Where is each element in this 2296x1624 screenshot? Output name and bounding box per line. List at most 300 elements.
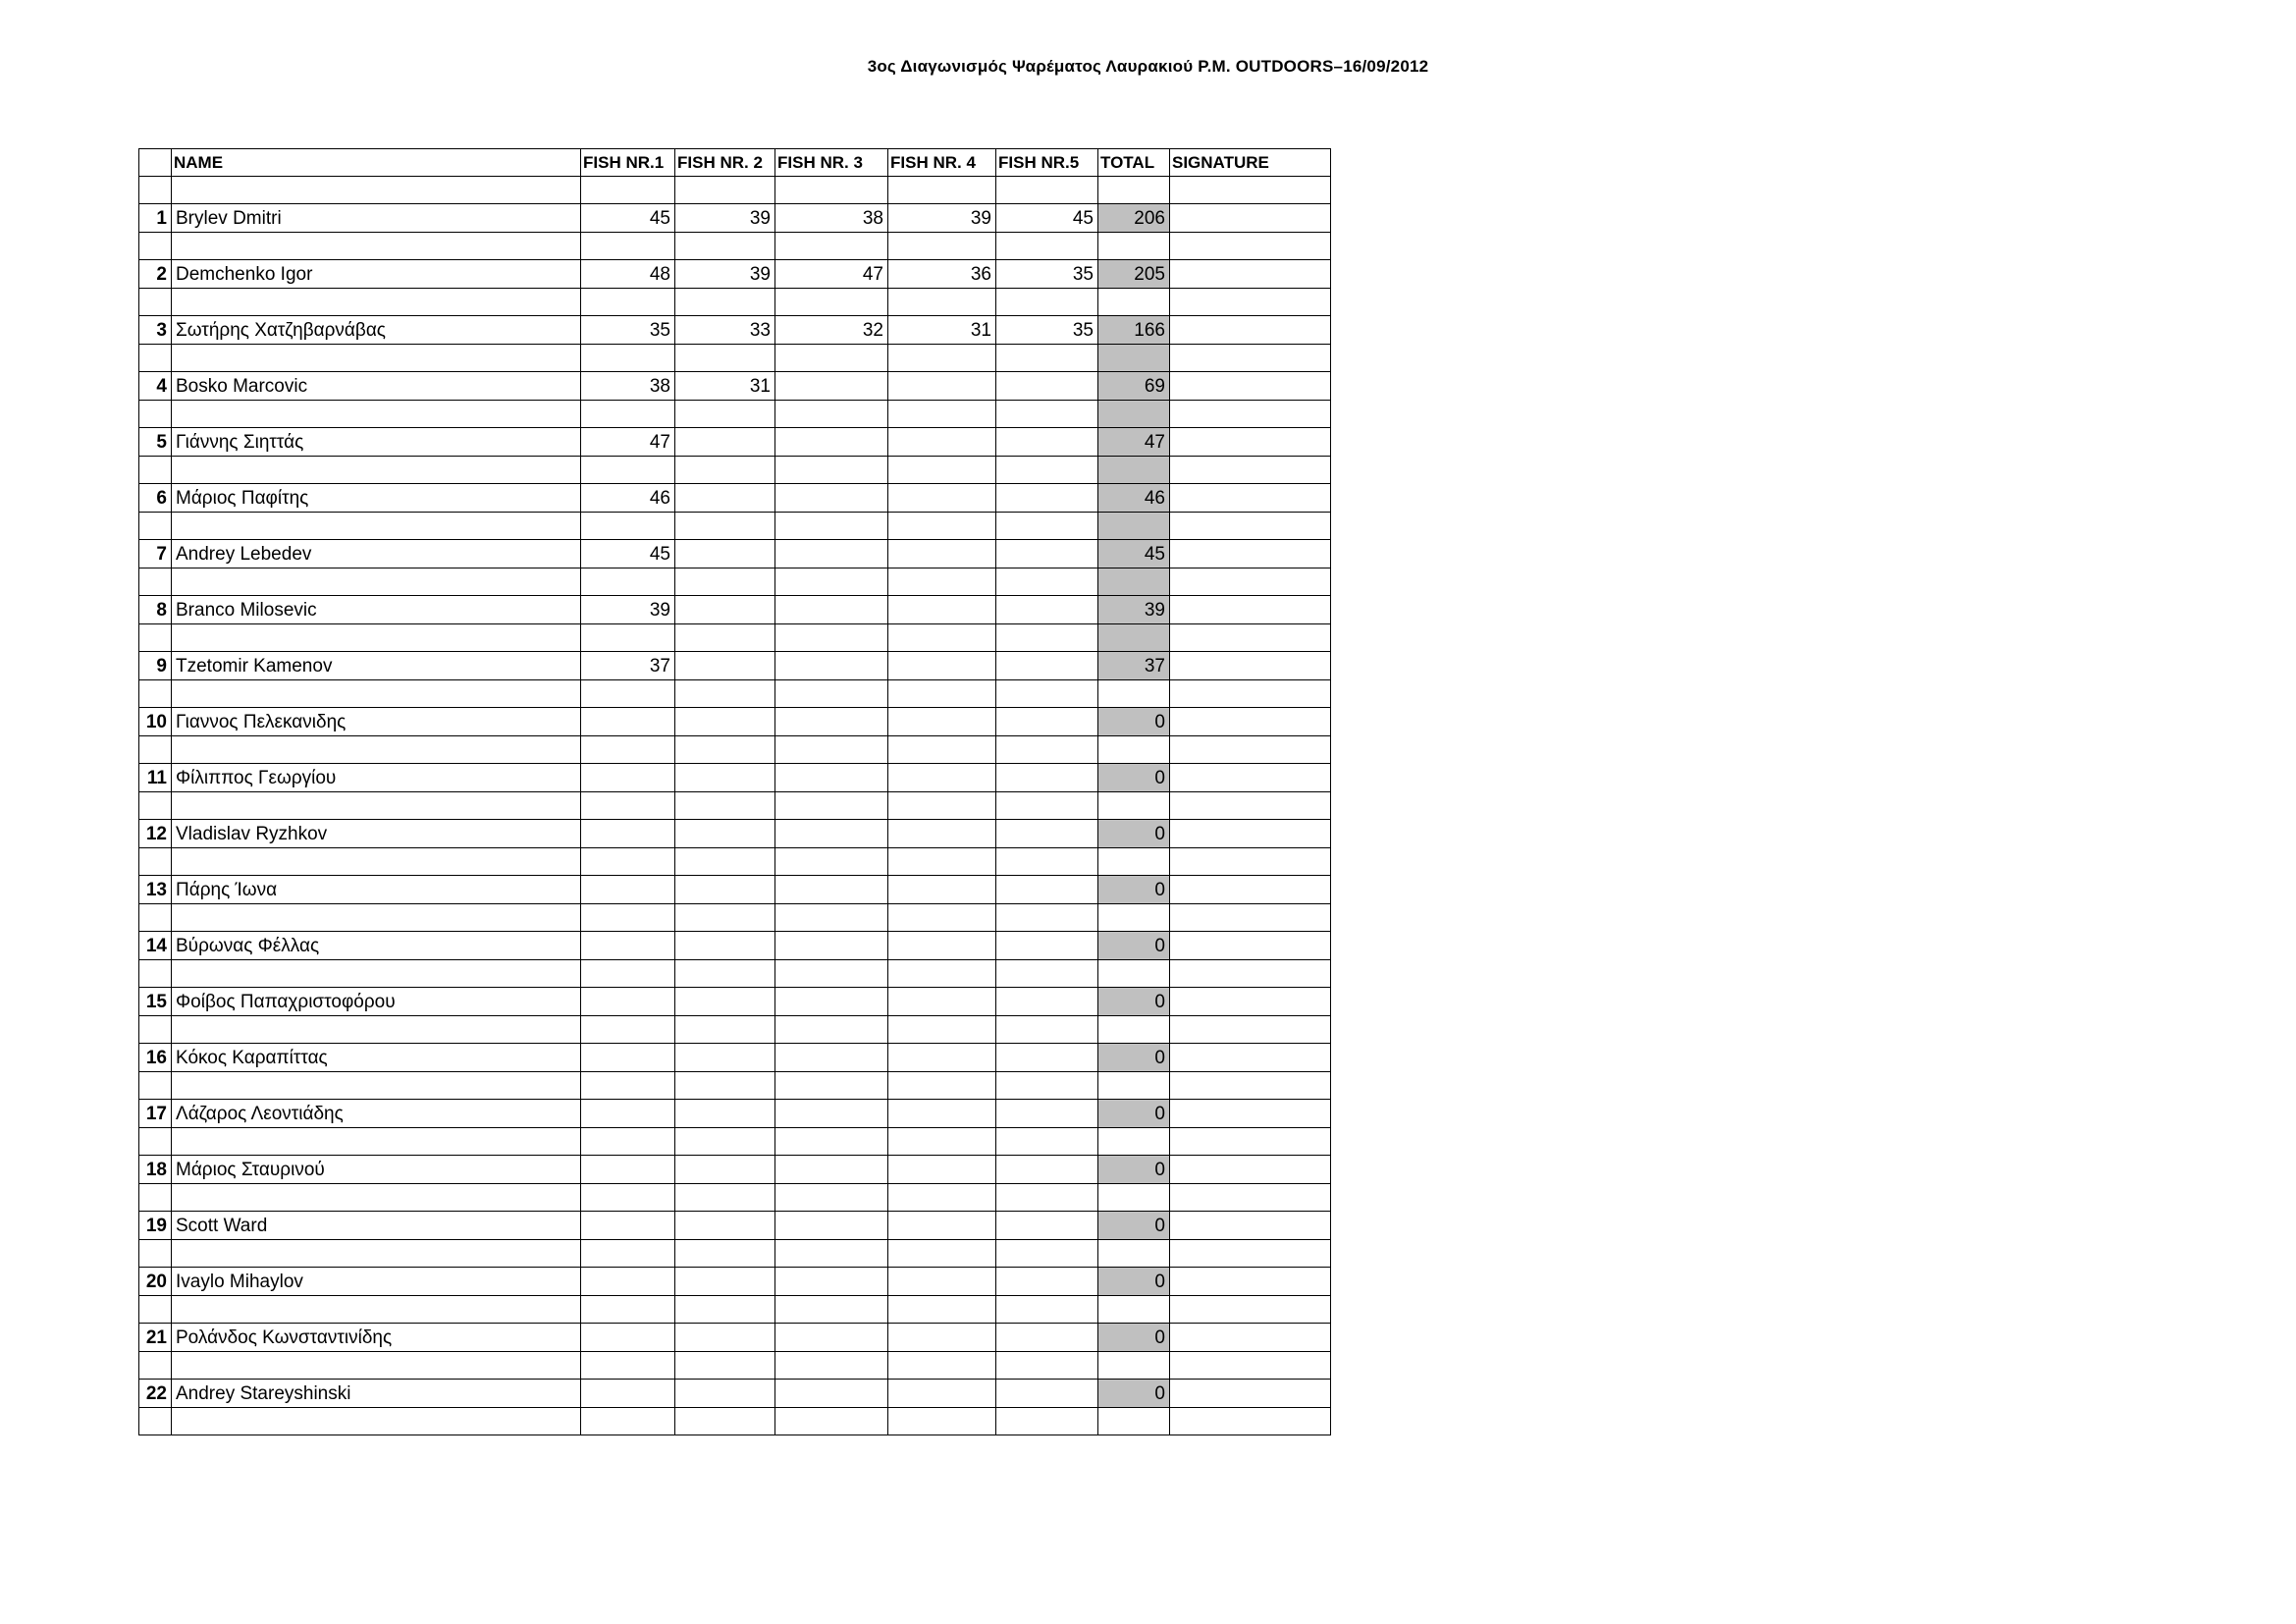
signature-cell xyxy=(1170,932,1331,960)
participant-name: Σωτήρης Χατζηβαρνάβας xyxy=(172,316,581,345)
row-number: 14 xyxy=(139,932,172,960)
fish-5-value xyxy=(996,372,1098,401)
empty-cell xyxy=(172,1128,581,1156)
fish-1-value: 37 xyxy=(581,652,675,680)
participant-name: Ρολάνδος Κωνσταντινίδης xyxy=(172,1324,581,1352)
fish-1-value xyxy=(581,988,675,1016)
table-row xyxy=(139,932,1331,960)
empty-cell xyxy=(996,1128,1098,1156)
fish-4-value xyxy=(888,652,996,680)
spacer-row xyxy=(139,1408,1331,1435)
fish-4-value: 31 xyxy=(888,316,996,345)
fish-1-value: 47 xyxy=(581,428,675,457)
fish-5-value: 35 xyxy=(996,316,1098,345)
empty-cell xyxy=(1098,1016,1170,1044)
empty-cell xyxy=(581,1352,675,1380)
fish-2-value xyxy=(675,876,775,904)
empty-cell xyxy=(172,960,581,988)
fish-3-value xyxy=(775,1100,888,1128)
empty-cell xyxy=(996,233,1098,260)
row-number: 2 xyxy=(139,260,172,289)
spacer-row xyxy=(139,457,1331,484)
row-number: 1 xyxy=(139,204,172,233)
empty-cell xyxy=(675,345,775,372)
total-value: 0 xyxy=(1098,1212,1170,1240)
empty-cell xyxy=(775,233,888,260)
empty-cell xyxy=(888,1408,996,1435)
empty-cell xyxy=(581,1408,675,1435)
total-value: 47 xyxy=(1098,428,1170,457)
signature-cell xyxy=(1170,1380,1331,1408)
spacer-row xyxy=(139,1296,1331,1324)
empty-cell xyxy=(581,904,675,932)
spacer-row xyxy=(139,289,1331,316)
spacer-row xyxy=(139,345,1331,372)
signature-cell xyxy=(1170,316,1331,345)
fish-4-value xyxy=(888,1212,996,1240)
header-signature: SIGNATURE xyxy=(1170,149,1331,177)
fish-1-value: 46 xyxy=(581,484,675,513)
empty-cell xyxy=(775,568,888,596)
fish-5-value xyxy=(996,876,1098,904)
fish-1-value xyxy=(581,932,675,960)
empty-cell xyxy=(139,792,172,820)
fish-2-value xyxy=(675,1268,775,1296)
empty-cell xyxy=(139,345,172,372)
fish-4-value xyxy=(888,988,996,1016)
fish-3-value xyxy=(775,372,888,401)
row-number: 20 xyxy=(139,1268,172,1296)
empty-cell xyxy=(172,401,581,428)
table-row xyxy=(139,1044,1331,1072)
empty-cell xyxy=(888,401,996,428)
header-fish-1: FISH NR.1 xyxy=(581,149,675,177)
empty-cell xyxy=(675,1072,775,1100)
total-value: 206 xyxy=(1098,204,1170,233)
empty-cell xyxy=(1170,457,1331,484)
signature-cell xyxy=(1170,652,1331,680)
header-fish-5: FISH NR.5 xyxy=(996,149,1098,177)
fish-2-value xyxy=(675,1212,775,1240)
empty-cell xyxy=(139,1296,172,1324)
empty-cell xyxy=(996,1072,1098,1100)
table-row xyxy=(139,652,1331,680)
empty-cell xyxy=(139,1184,172,1212)
fish-1-value xyxy=(581,1324,675,1352)
table-row xyxy=(139,596,1331,624)
spacer-row xyxy=(139,1240,1331,1268)
empty-cell xyxy=(172,345,581,372)
empty-cell xyxy=(581,513,675,540)
empty-cell xyxy=(1098,680,1170,708)
empty-cell xyxy=(888,848,996,876)
empty-cell xyxy=(581,345,675,372)
spacer-row xyxy=(139,792,1331,820)
empty-cell xyxy=(139,680,172,708)
fish-5-value xyxy=(996,1212,1098,1240)
fish-3-value: 38 xyxy=(775,204,888,233)
fish-1-value xyxy=(581,1156,675,1184)
row-number: 4 xyxy=(139,372,172,401)
empty-cell xyxy=(888,457,996,484)
table-row xyxy=(139,1212,1331,1240)
fish-4-value xyxy=(888,708,996,736)
fish-1-value xyxy=(581,1212,675,1240)
results-table xyxy=(138,148,1331,1435)
empty-cell xyxy=(888,736,996,764)
header-fish-3: FISH NR. 3 xyxy=(775,149,888,177)
empty-cell xyxy=(675,177,775,204)
empty-cell xyxy=(775,680,888,708)
total-value: 69 xyxy=(1098,372,1170,401)
empty-cell xyxy=(675,401,775,428)
empty-cell xyxy=(675,289,775,316)
fish-2-value: 39 xyxy=(675,260,775,289)
empty-cell xyxy=(775,1296,888,1324)
table-row xyxy=(139,708,1331,736)
fish-5-value xyxy=(996,820,1098,848)
signature-cell xyxy=(1170,988,1331,1016)
fish-3-value xyxy=(775,1212,888,1240)
empty-cell xyxy=(888,513,996,540)
total-value: 0 xyxy=(1098,1268,1170,1296)
empty-cell xyxy=(139,568,172,596)
spacer-row xyxy=(139,233,1331,260)
empty-cell xyxy=(996,848,1098,876)
fish-3-value xyxy=(775,596,888,624)
empty-cell xyxy=(996,1408,1098,1435)
row-number: 18 xyxy=(139,1156,172,1184)
fish-3-value: 47 xyxy=(775,260,888,289)
signature-cell xyxy=(1170,428,1331,457)
empty-cell xyxy=(581,960,675,988)
spacer-row xyxy=(139,680,1331,708)
signature-cell xyxy=(1170,204,1331,233)
total-value: 0 xyxy=(1098,708,1170,736)
empty-cell xyxy=(996,904,1098,932)
empty-cell xyxy=(775,457,888,484)
empty-cell xyxy=(775,401,888,428)
spacer-row xyxy=(139,1184,1331,1212)
empty-cell xyxy=(1170,177,1331,204)
empty-cell xyxy=(1098,401,1170,428)
table-row xyxy=(139,484,1331,513)
empty-cell xyxy=(1170,1016,1331,1044)
empty-cell xyxy=(172,1016,581,1044)
empty-cell xyxy=(172,904,581,932)
fish-4-value: 36 xyxy=(888,260,996,289)
fish-1-value xyxy=(581,764,675,792)
spacer-row xyxy=(139,177,1331,204)
table-row xyxy=(139,988,1331,1016)
empty-cell xyxy=(581,1072,675,1100)
fish-4-value xyxy=(888,1156,996,1184)
empty-cell xyxy=(1170,736,1331,764)
empty-cell xyxy=(1098,1296,1170,1324)
fish-1-value: 48 xyxy=(581,260,675,289)
empty-cell xyxy=(675,848,775,876)
empty-cell xyxy=(139,624,172,652)
empty-cell xyxy=(888,1128,996,1156)
empty-cell xyxy=(1098,904,1170,932)
empty-cell xyxy=(775,1184,888,1212)
total-value: 205 xyxy=(1098,260,1170,289)
row-number: 5 xyxy=(139,428,172,457)
row-number: 17 xyxy=(139,1100,172,1128)
fish-4-value xyxy=(888,1324,996,1352)
fish-4-value xyxy=(888,428,996,457)
fish-2-value xyxy=(675,1156,775,1184)
participant-name: Κόκος Καραπίττας xyxy=(172,1044,581,1072)
participant-name: Vladislav Ryzhkov xyxy=(172,820,581,848)
empty-cell xyxy=(1098,792,1170,820)
empty-cell xyxy=(172,1296,581,1324)
empty-cell xyxy=(581,233,675,260)
fish-2-value xyxy=(675,1380,775,1408)
spacer-row xyxy=(139,848,1331,876)
empty-cell xyxy=(1170,1408,1331,1435)
participant-name: Γιαννος Πελεκανιδης xyxy=(172,708,581,736)
empty-cell xyxy=(1170,345,1331,372)
fish-3-value xyxy=(775,428,888,457)
signature-cell xyxy=(1170,1156,1331,1184)
empty-cell xyxy=(172,1184,581,1212)
table-row xyxy=(139,764,1331,792)
row-number: 3 xyxy=(139,316,172,345)
spacer-row xyxy=(139,1072,1331,1100)
row-number: 12 xyxy=(139,820,172,848)
empty-cell xyxy=(675,624,775,652)
participant-name: Πάρης Ίωνα xyxy=(172,876,581,904)
total-value: 0 xyxy=(1098,1100,1170,1128)
participant-name: Μάριος Σταυρινού xyxy=(172,1156,581,1184)
signature-cell xyxy=(1170,596,1331,624)
empty-cell xyxy=(675,1408,775,1435)
fish-2-value xyxy=(675,1044,775,1072)
row-number: 19 xyxy=(139,1212,172,1240)
empty-cell xyxy=(1098,289,1170,316)
header-fish-2: FISH NR. 2 xyxy=(675,149,775,177)
empty-cell xyxy=(1098,513,1170,540)
fish-5-value xyxy=(996,988,1098,1016)
fish-4-value xyxy=(888,1268,996,1296)
empty-cell xyxy=(888,177,996,204)
empty-cell xyxy=(1170,904,1331,932)
empty-cell xyxy=(1098,624,1170,652)
fish-2-value xyxy=(675,708,775,736)
spacer-row xyxy=(139,513,1331,540)
empty-cell xyxy=(888,624,996,652)
participant-name: Φοίβος Παπαχριστοφόρου xyxy=(172,988,581,1016)
fish-1-value: 35 xyxy=(581,316,675,345)
fish-2-value xyxy=(675,652,775,680)
empty-cell xyxy=(675,792,775,820)
empty-cell xyxy=(996,792,1098,820)
fish-4-value xyxy=(888,932,996,960)
participant-name: Bosko Marcovic xyxy=(172,372,581,401)
empty-cell xyxy=(1170,1128,1331,1156)
fish-2-value xyxy=(675,820,775,848)
fish-2-value xyxy=(675,932,775,960)
signature-cell xyxy=(1170,260,1331,289)
fish-5-value xyxy=(996,428,1098,457)
total-value: 0 xyxy=(1098,1156,1170,1184)
empty-cell xyxy=(888,1016,996,1044)
empty-cell xyxy=(1170,1184,1331,1212)
empty-cell xyxy=(675,736,775,764)
empty-cell xyxy=(888,680,996,708)
participant-name: Andrey Stareyshinski xyxy=(172,1380,581,1408)
empty-cell xyxy=(172,568,581,596)
signature-cell xyxy=(1170,708,1331,736)
fish-3-value xyxy=(775,820,888,848)
fish-5-value xyxy=(996,1380,1098,1408)
empty-cell xyxy=(1170,680,1331,708)
empty-cell xyxy=(996,1184,1098,1212)
spacer-row xyxy=(139,624,1331,652)
fish-2-value: 31 xyxy=(675,372,775,401)
empty-cell xyxy=(1098,233,1170,260)
empty-cell xyxy=(139,401,172,428)
spacer-row xyxy=(139,401,1331,428)
empty-cell xyxy=(888,289,996,316)
empty-cell xyxy=(888,1352,996,1380)
row-number: 8 xyxy=(139,596,172,624)
signature-cell xyxy=(1170,540,1331,568)
header-row xyxy=(139,149,1331,177)
signature-cell xyxy=(1170,372,1331,401)
empty-cell xyxy=(581,1184,675,1212)
fish-3-value: 32 xyxy=(775,316,888,345)
empty-cell xyxy=(996,1016,1098,1044)
signature-cell xyxy=(1170,1044,1331,1072)
fish-3-value xyxy=(775,708,888,736)
empty-cell xyxy=(775,345,888,372)
empty-cell xyxy=(172,792,581,820)
empty-cell xyxy=(775,960,888,988)
empty-cell xyxy=(775,848,888,876)
row-number: 10 xyxy=(139,708,172,736)
empty-cell xyxy=(888,1072,996,1100)
fish-1-value: 45 xyxy=(581,540,675,568)
participant-name: Brylev Dmitri xyxy=(172,204,581,233)
empty-cell xyxy=(775,624,888,652)
table-row xyxy=(139,1100,1331,1128)
empty-cell xyxy=(888,904,996,932)
table-row xyxy=(139,1268,1331,1296)
table-row xyxy=(139,876,1331,904)
header-fish-4: FISH NR. 4 xyxy=(888,149,996,177)
empty-cell xyxy=(139,177,172,204)
fish-2-value xyxy=(675,540,775,568)
fish-5-value xyxy=(996,596,1098,624)
table-row xyxy=(139,1380,1331,1408)
empty-cell xyxy=(1170,1352,1331,1380)
empty-cell xyxy=(996,401,1098,428)
empty-cell xyxy=(1170,1072,1331,1100)
fish-4-value xyxy=(888,540,996,568)
fish-1-value xyxy=(581,876,675,904)
empty-cell xyxy=(139,960,172,988)
empty-cell xyxy=(172,1352,581,1380)
empty-cell xyxy=(1098,568,1170,596)
fish-1-value xyxy=(581,820,675,848)
empty-cell xyxy=(172,736,581,764)
empty-cell xyxy=(675,457,775,484)
signature-cell xyxy=(1170,1324,1331,1352)
empty-cell xyxy=(172,680,581,708)
table-row xyxy=(139,260,1331,289)
empty-cell xyxy=(139,904,172,932)
signature-cell xyxy=(1170,820,1331,848)
empty-cell xyxy=(1098,345,1170,372)
fish-4-value xyxy=(888,1100,996,1128)
empty-cell xyxy=(172,177,581,204)
table-row xyxy=(139,204,1331,233)
empty-cell xyxy=(775,792,888,820)
fish-3-value xyxy=(775,1268,888,1296)
fish-1-value xyxy=(581,708,675,736)
fish-1-value: 39 xyxy=(581,596,675,624)
fish-1-value xyxy=(581,1100,675,1128)
empty-cell xyxy=(675,960,775,988)
fish-3-value xyxy=(775,932,888,960)
empty-cell xyxy=(139,289,172,316)
spacer-row xyxy=(139,568,1331,596)
participant-name: Μάριος Παφίτης xyxy=(172,484,581,513)
empty-cell xyxy=(139,1240,172,1268)
spacer-row xyxy=(139,960,1331,988)
fish-3-value xyxy=(775,540,888,568)
empty-cell xyxy=(675,568,775,596)
total-value: 45 xyxy=(1098,540,1170,568)
empty-cell xyxy=(1170,792,1331,820)
empty-cell xyxy=(139,513,172,540)
spacer-row xyxy=(139,1016,1331,1044)
empty-cell xyxy=(1098,1352,1170,1380)
empty-cell xyxy=(1170,513,1331,540)
fish-5-value xyxy=(996,764,1098,792)
empty-cell xyxy=(172,513,581,540)
fish-3-value xyxy=(775,764,888,792)
fish-3-value xyxy=(775,1380,888,1408)
empty-cell xyxy=(996,736,1098,764)
fish-2-value xyxy=(675,428,775,457)
total-value: 0 xyxy=(1098,876,1170,904)
table-row xyxy=(139,372,1331,401)
signature-cell xyxy=(1170,764,1331,792)
participant-name: Λάζαρος Λεοντιάδης xyxy=(172,1100,581,1128)
empty-cell xyxy=(581,1240,675,1268)
empty-cell xyxy=(996,457,1098,484)
table-row xyxy=(139,428,1331,457)
fish-4-value xyxy=(888,764,996,792)
empty-cell xyxy=(996,1296,1098,1324)
empty-cell xyxy=(139,457,172,484)
fish-5-value xyxy=(996,1324,1098,1352)
participant-name: Βύρωνας Φέλλας xyxy=(172,932,581,960)
total-value: 0 xyxy=(1098,820,1170,848)
empty-cell xyxy=(996,289,1098,316)
empty-cell xyxy=(1170,1296,1331,1324)
fish-2-value: 33 xyxy=(675,316,775,345)
fish-5-value: 35 xyxy=(996,260,1098,289)
empty-cell xyxy=(581,401,675,428)
empty-cell xyxy=(139,233,172,260)
empty-cell xyxy=(581,568,675,596)
signature-cell xyxy=(1170,1268,1331,1296)
empty-cell xyxy=(1170,233,1331,260)
